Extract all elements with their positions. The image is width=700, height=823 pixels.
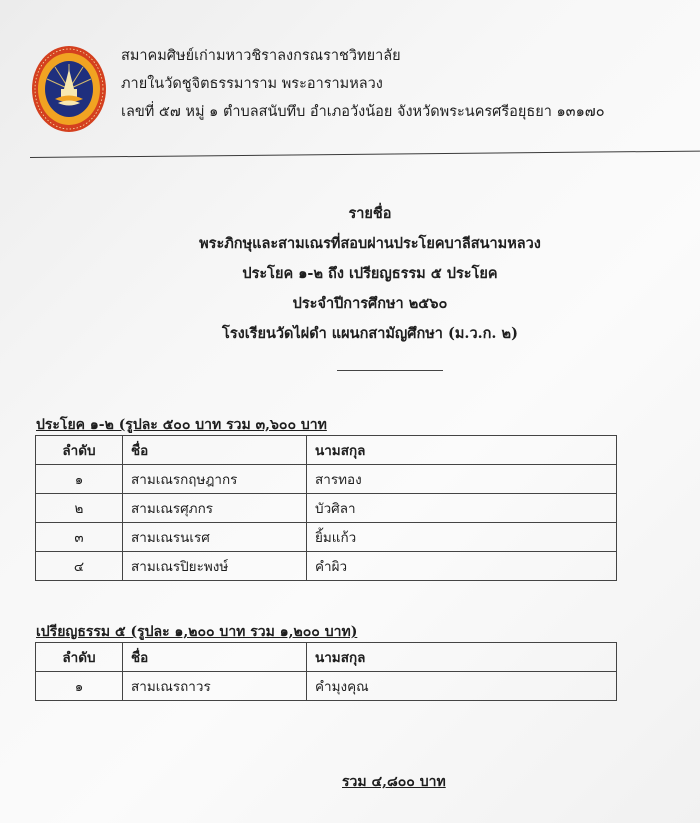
title-line-3: ประโยค ๑-๒ ถึง เปรียญธรรม ๕ ประโยค <box>242 265 498 282</box>
section-1-table <box>35 435 617 581</box>
row-surname: คำผิว <box>307 552 617 581</box>
title-line-4: ประจำปีการศึกษา ๒๕๖๐ <box>292 295 448 312</box>
title-line-2: พระภิกษุและสามเณรที่สอบผ่านประโยคบาลีสนามหลวง <box>199 235 541 252</box>
row-order: ๔ <box>36 552 123 581</box>
title-line-5: โรงเรียนวัดไผ่ดำ แผนกสามัญศึกษา (ม.ว.ก. ๒) <box>222 325 518 342</box>
column-header-name: ชื่อ <box>123 643 307 672</box>
column-header-order: ลำดับ <box>36 436 123 465</box>
column-header-order: ลำดับ <box>36 643 123 672</box>
row-name: สามเณรกฤษฎากร <box>123 465 307 494</box>
title-line-1: รายชื่อ <box>348 205 392 222</box>
row-surname: สารทอง <box>307 465 617 494</box>
table-header-row <box>36 643 617 672</box>
row-name: สามเณรปิยะพงษ์ <box>123 552 307 581</box>
row-order: ๓ <box>36 523 123 552</box>
row-surname: บัวศิลา <box>307 494 617 523</box>
org-location: ภายในวัดชูจิตธรรมาราม พระอารามหลวง <box>121 76 383 92</box>
table-row <box>36 494 617 523</box>
row-name: สามเณรศุภกร <box>123 494 307 523</box>
org-address: เลขที่ ๕๗ หมู่ ๑ ตำบลสนับทึบ อำเภอวังน้อย จังหวัดพระนครศรีอยุธยา ๑๓๑๗๐ <box>121 104 605 120</box>
table-row <box>36 523 617 552</box>
row-surname: คำมุงคุณ <box>307 672 617 701</box>
row-order: ๑ <box>36 465 123 494</box>
row-name: สามเณรนเรศ <box>123 523 307 552</box>
section-2-table <box>35 642 617 701</box>
title-divider <box>337 370 443 371</box>
row-name: สามเณรถาวร <box>123 672 307 701</box>
association-seal-icon <box>31 45 107 133</box>
row-surname: ยิ้มแก้ว <box>307 523 617 552</box>
section-2-heading: เปรียญธรรม ๕ (รูปละ ๑,๒๐๐ บาท รวม ๑,๒๐๐ บาท) <box>36 624 358 640</box>
organization-header <box>121 42 605 126</box>
table-header-row <box>36 436 617 465</box>
column-header-surname: นามสกุล <box>307 643 617 672</box>
header-divider <box>30 151 700 158</box>
table-row <box>36 672 617 701</box>
row-order: ๒ <box>36 494 123 523</box>
row-order: ๑ <box>36 672 123 701</box>
grand-total: รวม ๔,๘๐๐ บาท <box>342 774 446 790</box>
section-1-heading: ประโยค ๑-๒ (รูปละ ๕๐๐ บาท รวม ๓,๖๐๐ บาท <box>36 417 327 433</box>
table-row <box>36 552 617 581</box>
table-row <box>36 465 617 494</box>
column-header-name: ชื่อ <box>123 436 307 465</box>
org-name: สมาคมศิษย์เก่ามหาวชิราลงกรณราชวิทยาลัย <box>121 48 401 64</box>
column-header-surname: นามสกุล <box>307 436 617 465</box>
document-title <box>80 199 660 349</box>
